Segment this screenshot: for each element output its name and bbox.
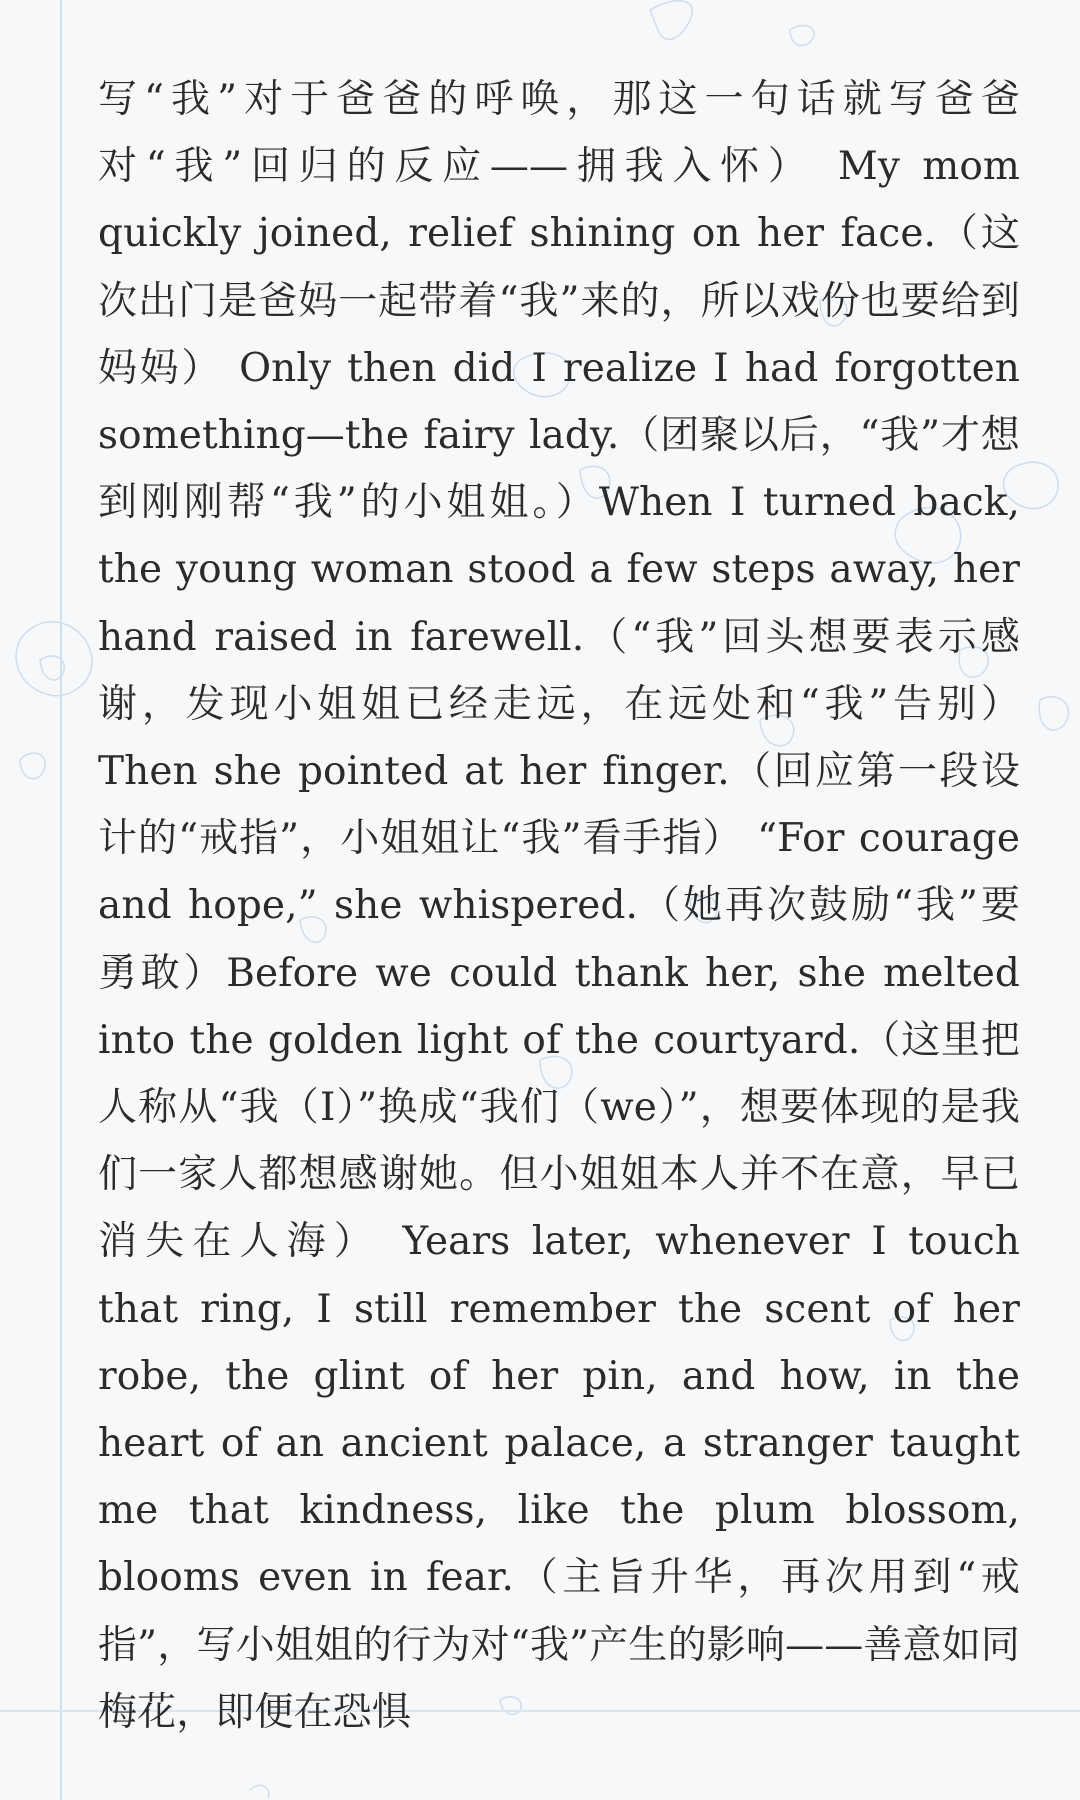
essay-paragraph: 写“我”对于爸爸的呼唤，那这一句话就写爸爸对“我”回归的反应——拥我入怀） My mom quickly joined, relief shining on her face.（这次出门是爸妈一起带着“我”来的，所以戏份也要给到妈妈） Only then did I realize I had forgotten something—the fairy lady.（团聚以后，“我”才想到刚刚帮“我”的小姐姐。）When I turned back, the young woman stood a few steps away, her hand raised in farewell.（“我”回头想要表示感谢，发现小姐姐已经走远，在远处和“我”告别） Then she pointed at her finger.（回应第一段设计的“戒指”，小姐姐让“我”看手指） “For courage and hope,” she whispered.（她再次鼓励“我”要勇敢）Before we could thank her, she melted into the golden light of the courtyard.（这里把人称从“我（I）”换成“我们（we）”，想要体现的是我们一家人都想感谢她。但小姐姐本人并不在意，早已消失在人海） Years later, whenever I touch that ring, I still remember the scent of her robe, the glint of her pin, and how, in the heart of an ancient palace, a stranger taught me that kindness, like the plum blossom, blooms even in fear.（主旨升华，再次用到“戒指”，写小姐姐的行为对“我”产生的影响——善意如同梅花，即便在恐惧 <box>98 77 1020 1735</box>
margin-rule-vertical <box>60 0 62 1800</box>
